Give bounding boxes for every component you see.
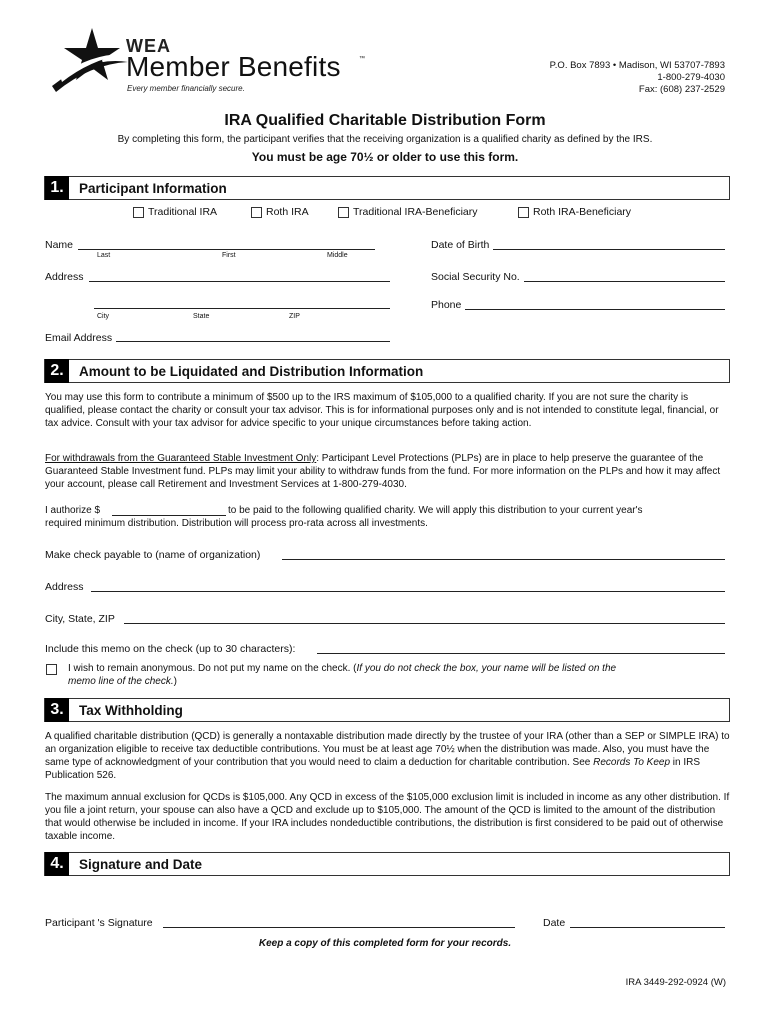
date-label: Date	[543, 917, 566, 929]
name-label: Name	[45, 239, 74, 251]
section-1-title: Participant Information	[79, 181, 227, 196]
address-fax: Fax: (608) 237-2529	[638, 84, 725, 95]
roth-ira-checkbox[interactable]	[251, 207, 262, 218]
section-4-title: Signature and Date	[79, 857, 203, 872]
anonymous-label-close: )	[173, 676, 177, 687]
address-phone: 1-800-279-4030	[657, 72, 725, 83]
authorize-label-line2: required minimum distribution. Distribution will process pro-rata across all investments.	[45, 518, 428, 529]
anonymous-label-text: I wish to remain anonymous. Do not put my name on the check. (	[68, 663, 357, 674]
age-requirement-note: You must be age 70½ or older to use this form.	[251, 150, 519, 164]
phone-label: Phone	[431, 299, 462, 311]
authorize-label-start: I authorize $	[45, 505, 101, 516]
section-2-plp-paragraph	[45, 452, 730, 491]
address-field[interactable]	[89, 281, 390, 282]
phone-field[interactable]	[465, 309, 725, 310]
section-1-header	[44, 176, 730, 200]
traditional-ira-beneficiary-checkbox[interactable]	[338, 207, 349, 218]
name-field[interactable]	[78, 249, 375, 250]
section-3-header	[44, 698, 730, 722]
traditional-ira-label: Traditional IRA	[148, 206, 218, 218]
address-line-1: P.O. Box 7893 • Madison, WI 53707-7893	[549, 60, 725, 71]
date-field[interactable]	[570, 927, 725, 928]
qcd-para-text-a: A qualified charitable distribution (QCD) is generally a nontaxable distribution made directly by the trustee of your IRA (other than a SEP or SIMPLE IRA) to an organization eligible to receive tax deductible contributions. You must be at least age 70½ when the distribution was made. Also, you must have the same type of acknowledgment of your contribution that you would need to claim a deduction for charitable contribution. See	[45, 731, 730, 768]
payable-to-label: Make check payable to (name of organization)	[45, 549, 261, 561]
memo-field[interactable]	[317, 653, 725, 654]
anonymous-checkbox[interactable]	[46, 664, 57, 675]
email-field[interactable]	[116, 341, 390, 342]
payable-to-field[interactable]	[282, 559, 725, 560]
qcd-exclusion-paragraph: The maximum annual exclusion for QCDs is $105,000. Any QCD in excess of the $105,000 exclusion limit is included in income as any other distribution. If you file a joint return, your spouse can also have a QCD and exclude up to $105,000. The amount of the QCD is limited to the amount of the distribution that would otherwise be included in income. If your IRA includes nondeductible contributions, the distribution is first considered to be paid out of otherwise taxable income.	[45, 792, 730, 842]
qcd-definition-paragraph	[45, 730, 730, 782]
plp-underlined-heading: For withdrawals from the Guaranteed Stable Investment Only	[45, 453, 317, 464]
name-sublabel-first: First	[222, 252, 236, 259]
section-4-header	[44, 852, 730, 876]
roth-ira-beneficiary-checkbox[interactable]	[518, 207, 529, 218]
form-title: IRA Qualified Charitable Distribution Form	[224, 112, 546, 129]
section-3-number: 3.	[45, 698, 69, 722]
section-2-header	[44, 359, 730, 383]
traditional-ira-beneficiary-label: Traditional IRA-Beneficiary	[353, 206, 478, 218]
section-2-title: Amount to be Liquidated and Distribution Information	[79, 364, 424, 379]
logo-wea-text: WEA	[126, 36, 171, 56]
qcd-para-text-b: in IRS Publication 526.	[45, 757, 701, 781]
signature-field[interactable]	[163, 927, 515, 928]
date-of-birth-label: Date of Birth	[431, 239, 490, 251]
section-4-number: 4.	[45, 852, 69, 876]
ssn-label: Social Security No.	[431, 271, 520, 283]
wea-star-logo-icon	[50, 26, 130, 94]
section-2-intro-paragraph: You may use this form to contribute a minimum of $500 up to the IRS maximum of $105,000 to a qualified charity. If you are not sure the charity is qualified, please contact the charity or consult your tax advisor. This is for informational purposes only and is not intended to constitute legal, financial, or tax advice. Consult with your tax advisor for advice specific to your unique circumstances before taking action.	[45, 392, 719, 429]
charity-address-label: Address	[45, 581, 84, 593]
authorize-amount-field[interactable]	[112, 515, 226, 516]
name-sublabel-middle: Middle	[327, 252, 348, 259]
zip-sublabel: ZIP	[289, 313, 300, 320]
contact-address-block	[550, 60, 725, 96]
charity-city-state-zip-field[interactable]	[124, 623, 725, 624]
city-sublabel: City	[97, 313, 110, 320]
anonymous-label-italic-1: If you do not check the box, your name will be listed on the	[356, 663, 617, 674]
address-label: Address	[45, 271, 84, 283]
anonymous-label-line2	[68, 676, 177, 687]
roth-ira-beneficiary-label: Roth IRA-Beneficiary	[533, 206, 632, 218]
plp-paragraph-text: : Participant Level Protections (PLPs) are in place to help preserve the guarantee of the Guaranteed Stable Investment fund. PLPs may limit your ability to withdraw funds from the fund. For more information on the PLPs and how it may affect your account, please call Retirement and Investment Services at 1-800-279-4030.	[45, 453, 721, 490]
city-state-zip-field[interactable]	[94, 308, 390, 309]
logo-trademark: ™	[359, 56, 365, 62]
state-sublabel: State	[193, 313, 210, 320]
traditional-ira-checkbox[interactable]	[133, 207, 144, 218]
section-2-number: 2.	[45, 359, 69, 383]
form-subtitle: By completing this form, the participant verifies that the receiving organization is a qualified charity as defined by the IRS.	[117, 134, 653, 145]
date-of-birth-field[interactable]	[493, 249, 725, 250]
name-sublabel-last: Last	[97, 252, 111, 259]
signature-label: Participant 's Signature	[45, 917, 153, 929]
section-3-title: Tax Withholding	[79, 703, 183, 718]
memo-label: Include this memo on the check (up to 30 characters):	[45, 643, 296, 655]
authorize-label-end: to be paid to the following qualified charity. We will apply this distribution to your current year's	[228, 505, 643, 516]
roth-ira-label: Roth IRA	[266, 206, 309, 218]
charity-address-field[interactable]	[91, 591, 725, 592]
qcd-para-italic: Records To Keep	[593, 757, 671, 768]
charity-city-state-zip-label: City, State, ZIP	[45, 613, 115, 625]
logo-tagline: Every member financially secure.	[127, 84, 245, 93]
form-number: IRA 3449-292-0924 (W)	[625, 977, 726, 988]
ssn-field[interactable]	[524, 281, 725, 282]
anonymous-label	[68, 663, 616, 674]
logo-member-benefits-text: Member Benefits	[126, 51, 341, 82]
email-label: Email Address	[45, 332, 113, 344]
keep-copy-note: Keep a copy of this completed form for your records.	[258, 938, 512, 949]
anonymous-label-italic-2: memo line of the check.	[68, 676, 174, 687]
section-1-number: 1.	[45, 176, 69, 200]
